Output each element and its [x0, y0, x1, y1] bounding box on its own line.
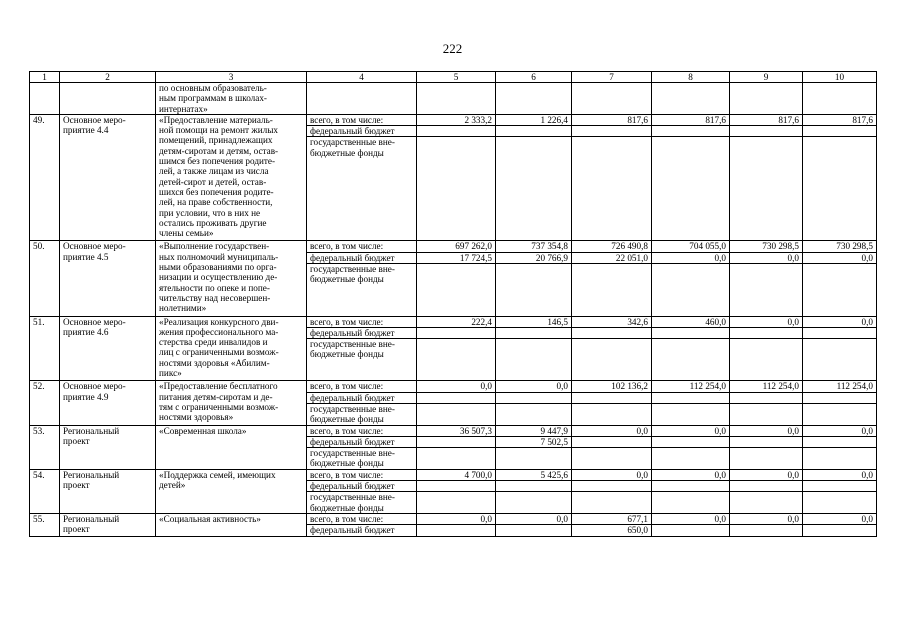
funding-source-label: всего, в том числе: [310, 381, 384, 392]
amount-cell [417, 448, 496, 470]
amount-cell: 5 425,6 [496, 469, 572, 480]
funding-source-cell [307, 327, 417, 338]
column-header: 2 [60, 72, 156, 83]
description-line: стерства среди инвалидов и [159, 337, 268, 348]
amount-cell [572, 436, 652, 447]
activity-type-line: Основное меро- [63, 241, 126, 252]
description-line: ных полномочий муниципаль- [159, 251, 279, 262]
column-header: 4 [307, 72, 417, 83]
funding-source-label: государственные вне- [310, 403, 395, 414]
funding-source-label: федеральный бюджет [310, 126, 395, 137]
description-cell [156, 316, 307, 381]
column-header: 3 [156, 72, 307, 83]
amount-cell: 20 766,9 [496, 252, 572, 263]
funding-source-label: федеральный бюджет [310, 392, 395, 403]
description-line: ностями здоровья» [159, 412, 234, 423]
activity-type-line: проект [63, 524, 90, 535]
amount-cell [417, 264, 496, 317]
description-cell [156, 425, 307, 469]
activity-type-line: проект [63, 480, 90, 491]
amount-cell: 737 354,8 [496, 241, 572, 252]
activity-type-line: проект [63, 435, 90, 446]
empty-cell [730, 83, 803, 115]
activity-type-line: Основное меро- [63, 381, 126, 392]
funding-source-label: государственные вне- [310, 264, 395, 275]
budget-table [29, 71, 877, 537]
amount-cell: 0,0 [652, 425, 730, 436]
amount-cell: 730 298,5 [730, 241, 803, 252]
amount-cell [803, 481, 877, 492]
activity-type-line: приятие 4.6 [63, 326, 109, 337]
column-header: 9 [730, 72, 803, 83]
amount-cell: 9 447,9 [496, 425, 572, 436]
amount-cell [652, 492, 730, 514]
table-row [30, 241, 877, 252]
row-number-cell [30, 114, 60, 241]
empty-cell [417, 83, 496, 115]
amount-cell [803, 392, 877, 403]
activity-type-line: Региональный [63, 513, 120, 524]
amount-cell: 0,0 [730, 252, 803, 263]
amount-cell: 1 226,4 [496, 114, 572, 125]
activity-type-cell [60, 381, 156, 425]
amount-cell [417, 403, 496, 425]
amount-cell [417, 137, 496, 241]
funding-source-cell [307, 264, 417, 317]
amount-cell: 146,5 [496, 316, 572, 327]
amount-cell [496, 126, 572, 137]
amount-cell [572, 264, 652, 317]
amount-cell [417, 436, 496, 447]
amount-cell [496, 448, 572, 470]
description-line: остались проживать другие [159, 217, 267, 228]
funding-source-cell [307, 403, 417, 425]
description-line: «Современная школа» [159, 425, 247, 436]
amount-cell: 22 051,0 [572, 252, 652, 263]
description-line: «Выполнение государствен- [159, 241, 270, 252]
amount-cell: 0,0 [572, 425, 652, 436]
amount-cell [496, 403, 572, 425]
activity-type-cell [60, 114, 156, 241]
amount-cell [652, 403, 730, 425]
amount-cell: 704 055,0 [652, 241, 730, 252]
amount-cell: 0,0 [730, 425, 803, 436]
amount-cell: 0,0 [730, 316, 803, 327]
continuation-row [30, 83, 877, 115]
amount-cell: 0,0 [730, 513, 803, 524]
activity-type-cell [60, 469, 156, 513]
amount-cell [730, 403, 803, 425]
amount-cell: 222,4 [417, 316, 496, 327]
description-line: нолетними» [159, 303, 207, 314]
amount-cell [652, 392, 730, 403]
description-line: шимся без попечения родите- [159, 156, 276, 167]
activity-type-cell [60, 425, 156, 469]
amount-cell: 0,0 [417, 513, 496, 524]
funding-source-cell [307, 241, 417, 252]
activity-type-line: приятие 4.5 [63, 251, 109, 262]
funding-source-cell [307, 316, 417, 327]
amount-cell: 460,0 [652, 316, 730, 327]
funding-source-cell [307, 381, 417, 392]
amount-cell [803, 448, 877, 470]
description-line: ным программам в школах- [159, 93, 267, 104]
table-row [30, 513, 877, 524]
table-row [30, 469, 877, 480]
amount-cell [496, 481, 572, 492]
amount-cell [730, 481, 803, 492]
description-line: при условии, что в них не [159, 207, 261, 218]
funding-source-label: государственные вне- [310, 492, 395, 503]
amount-cell: 0,0 [730, 469, 803, 480]
amount-cell [572, 481, 652, 492]
amount-cell [803, 525, 877, 536]
column-header: 1 [30, 72, 60, 83]
amount-cell [652, 436, 730, 447]
description-line: чительству над несовершен- [159, 292, 271, 303]
description-line: пикс» [159, 368, 182, 379]
funding-source-label: бюджетные фонды [310, 349, 384, 360]
amount-cell [730, 392, 803, 403]
amount-cell [730, 436, 803, 447]
activity-type-line: Основное меро- [63, 114, 126, 125]
amount-cell: 0,0 [496, 381, 572, 392]
description-cell [156, 83, 307, 115]
funding-source-label: федеральный бюджет [310, 327, 395, 338]
amount-cell: 0,0 [652, 252, 730, 263]
amount-cell: 817,6 [572, 114, 652, 125]
funding-source-label: федеральный бюджет [310, 436, 395, 447]
description-line: детей» [159, 480, 186, 491]
funding-source-label: государственные вне- [310, 137, 395, 148]
amount-cell [730, 339, 803, 381]
empty-cell [652, 83, 730, 115]
amount-cell: 817,6 [803, 114, 877, 125]
description-line: «Реализация конкурсного дви- [159, 316, 279, 327]
activity-type-line: приятие 4.9 [63, 391, 109, 402]
amount-cell [496, 327, 572, 338]
row-number-cell [30, 469, 60, 513]
amount-cell [417, 327, 496, 338]
amount-cell: 0,0 [496, 513, 572, 524]
description-line: лиц с ограниченными возмож- [159, 347, 279, 358]
row-number: 51. [33, 316, 45, 327]
amount-cell [417, 392, 496, 403]
description-line: шихся без попечения родите- [159, 186, 274, 197]
column-header: 6 [496, 72, 572, 83]
amount-cell: 0,0 [803, 316, 877, 327]
description-line: ятельности по опеке и попе- [159, 282, 270, 293]
amount-cell [496, 392, 572, 403]
amount-cell [496, 525, 572, 536]
amount-cell [652, 481, 730, 492]
amount-cell [803, 264, 877, 317]
description-line: лей, а также лицам из числа [159, 166, 269, 177]
column-header: 7 [572, 72, 652, 83]
funding-source-cell [307, 448, 417, 470]
funding-source-cell [307, 513, 417, 524]
column-header: 10 [803, 72, 877, 83]
funding-source-label: федеральный бюджет [310, 252, 395, 263]
amount-cell: 0,0 [652, 513, 730, 524]
amount-cell: 112 254,0 [730, 381, 803, 392]
amount-cell [417, 481, 496, 492]
description-line: ной помощи на ремонт жилых [159, 125, 278, 136]
activity-type-line: Региональный [63, 425, 120, 436]
description-line: «Социальная активность» [159, 513, 261, 524]
description-line: ными образованиями по орга- [159, 262, 277, 273]
amount-cell: 697 262,0 [417, 241, 496, 252]
row-number-cell [30, 241, 60, 316]
funding-source-label: федеральный бюджет [310, 525, 395, 536]
empty-cell [496, 83, 572, 115]
amount-cell: 4 700,0 [417, 469, 496, 480]
amount-cell: 0,0 [803, 513, 877, 524]
description-cell [156, 241, 307, 316]
funding-source-cell [307, 137, 417, 241]
amount-cell [730, 264, 803, 317]
amount-cell [572, 126, 652, 137]
amount-cell: 2 333,2 [417, 114, 496, 125]
amount-cell: 0,0 [417, 381, 496, 392]
amount-cell: 7 502,5 [496, 436, 572, 447]
activity-type-line: Региональный [63, 469, 120, 480]
funding-source-cell [307, 425, 417, 436]
amount-cell [572, 392, 652, 403]
amount-cell [652, 339, 730, 381]
description-cell [156, 513, 307, 536]
funding-source-label: всего, в том числе: [310, 114, 384, 125]
row-number: 55. [33, 513, 45, 524]
funding-source-label: бюджетные фонды [310, 147, 384, 158]
amount-cell: 36 507,3 [417, 425, 496, 436]
table-row [30, 114, 877, 125]
description-line: низации и осуществлению де- [159, 272, 278, 283]
table-row [30, 425, 877, 436]
funding-source-label: государственные вне- [310, 448, 395, 459]
amount-cell [803, 327, 877, 338]
funding-source-label: всего, в том числе: [310, 241, 384, 252]
amount-cell [652, 327, 730, 338]
description-line: лей, на праве собственности, [159, 197, 273, 208]
amount-cell [572, 448, 652, 470]
amount-cell [572, 137, 652, 241]
funding-source-label: государственные вне- [310, 339, 395, 350]
funding-source-cell [307, 252, 417, 263]
row-number: 52. [33, 381, 45, 392]
amount-cell [652, 264, 730, 317]
funding-source-label: бюджетные фонды [310, 502, 384, 513]
amount-cell [730, 525, 803, 536]
amount-cell: 112 254,0 [803, 381, 877, 392]
amount-cell: 730 298,5 [803, 241, 877, 252]
funding-source-label: бюджетные фонды [310, 274, 384, 285]
amount-cell [730, 327, 803, 338]
amount-cell: 112 254,0 [652, 381, 730, 392]
amount-cell [417, 126, 496, 137]
description-line: интернатах» [159, 103, 208, 114]
amount-cell [730, 448, 803, 470]
amount-cell [417, 339, 496, 381]
row-number: 53. [33, 425, 45, 436]
activity-type-cell [60, 316, 156, 381]
amount-cell [496, 339, 572, 381]
empty-cell [803, 83, 877, 115]
empty-cell [60, 83, 156, 115]
amount-cell: 817,6 [730, 114, 803, 125]
funding-source-cell [307, 436, 417, 447]
row-number: 54. [33, 469, 45, 480]
amount-cell [652, 448, 730, 470]
description-line: «Предоставление материаль- [159, 114, 273, 125]
amount-cell: 102 136,2 [572, 381, 652, 392]
amount-cell [572, 339, 652, 381]
amount-cell [803, 126, 877, 137]
funding-source-cell [307, 114, 417, 125]
description-line: «Поддержка семей, имеющих [159, 469, 276, 480]
amount-cell [803, 492, 877, 514]
description-cell [156, 381, 307, 425]
activity-type-line: приятие 4.4 [63, 125, 109, 136]
funding-source-cell [307, 492, 417, 514]
description-line: детям-сиротам и детям, остав- [159, 145, 279, 156]
funding-source-label: всего, в том числе: [310, 316, 384, 327]
row-number: 50. [33, 241, 45, 252]
description-line: питания детям-сиротам и де- [159, 391, 273, 402]
amount-cell: 650,0 [572, 525, 652, 536]
table-row [30, 381, 877, 392]
row-number-cell [30, 425, 60, 469]
description-cell [156, 469, 307, 513]
description-line: тям с ограниченными возмож- [159, 401, 279, 412]
amount-cell [496, 492, 572, 514]
description-line: ностями здоровья «Абилим- [159, 357, 270, 368]
amount-cell [730, 492, 803, 514]
description-line: детей-сирот и детей, остав- [159, 176, 267, 187]
empty-cell [572, 83, 652, 115]
funding-source-cell [307, 481, 417, 492]
funding-source-label: бюджетные фонды [310, 414, 384, 425]
amount-cell [803, 339, 877, 381]
empty-cell [307, 83, 417, 115]
funding-source-label: бюджетные фонды [310, 458, 384, 469]
amount-cell [803, 403, 877, 425]
amount-cell: 0,0 [803, 252, 877, 263]
amount-cell [572, 327, 652, 338]
funding-source-cell [307, 392, 417, 403]
amount-cell [417, 492, 496, 514]
amount-cell: 0,0 [803, 469, 877, 480]
amount-cell: 0,0 [803, 425, 877, 436]
empty-cell [30, 83, 60, 115]
amount-cell: 342,6 [572, 316, 652, 327]
amount-cell: 677,1 [572, 513, 652, 524]
funding-source-label: всего, в том числе: [310, 469, 384, 480]
funding-source-cell [307, 339, 417, 381]
activity-type-cell [60, 241, 156, 316]
row-number-cell [30, 316, 60, 381]
amount-cell [496, 137, 572, 241]
funding-source-label: федеральный бюджет [310, 481, 395, 492]
column-header: 5 [417, 72, 496, 83]
description-line: члены семьи» [159, 228, 214, 239]
column-header: 8 [652, 72, 730, 83]
row-number-cell [30, 381, 60, 425]
amount-cell [652, 525, 730, 536]
description-line: помещений, принадлежащих [159, 135, 273, 146]
description-line: по основным образователь- [159, 83, 267, 93]
row-number-cell [30, 513, 60, 536]
row-number: 49. [33, 114, 45, 125]
column-header-row [30, 72, 877, 83]
description-line: «Предоставление бесплатного [159, 381, 278, 392]
amount-cell [572, 492, 652, 514]
activity-type-cell [60, 513, 156, 536]
amount-cell: 817,6 [652, 114, 730, 125]
description-cell [156, 114, 307, 241]
amount-cell [572, 403, 652, 425]
amount-cell [652, 126, 730, 137]
funding-source-cell [307, 126, 417, 137]
amount-cell [803, 436, 877, 447]
page-number: 222 [442, 41, 463, 56]
amount-cell [496, 264, 572, 317]
amount-cell: 0,0 [572, 469, 652, 480]
amount-cell [730, 126, 803, 137]
funding-source-label: всего, в том числе: [310, 425, 384, 436]
amount-cell: 726 490,8 [572, 241, 652, 252]
amount-cell: 17 724,5 [417, 252, 496, 263]
funding-source-cell [307, 525, 417, 536]
funding-source-label: всего, в том числе: [310, 513, 384, 524]
description-line: жения профессионального ма- [159, 326, 279, 337]
amount-cell [730, 137, 803, 241]
amount-cell [803, 137, 877, 241]
amount-cell [652, 137, 730, 241]
activity-type-line: Основное меро- [63, 316, 126, 327]
funding-source-cell [307, 469, 417, 480]
amount-cell [417, 525, 496, 536]
table-row [30, 316, 877, 327]
amount-cell: 0,0 [652, 469, 730, 480]
